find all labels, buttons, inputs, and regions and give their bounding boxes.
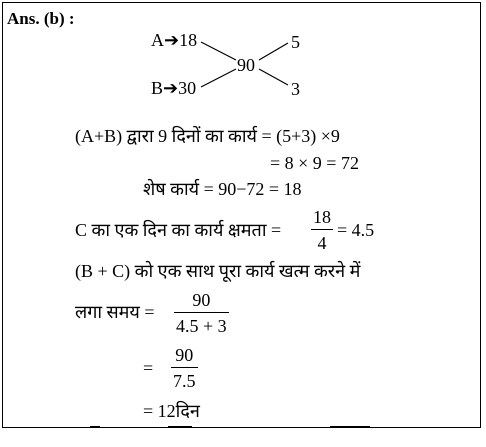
- connector-a-center: [201, 42, 236, 60]
- c-efficiency-fraction: [311, 208, 333, 252]
- diagram-right-top-value: 5: [291, 32, 300, 52]
- diagram-b-label: B➔30: [151, 78, 197, 98]
- connector-center-right-top: [259, 43, 288, 60]
- connector-b-center: [201, 69, 236, 87]
- time-taken-fraction: [174, 291, 229, 335]
- c-efficiency-result: = 4.5: [337, 220, 375, 240]
- cutoff-fragment: [330, 426, 370, 430]
- fraction-bar: [174, 312, 229, 313]
- answer-label: Ans. (b) :: [7, 9, 75, 28]
- diagram-center-value: 90: [237, 55, 255, 75]
- diagram-a-label: A➔18: [151, 30, 198, 50]
- cutoff-fragment: [90, 426, 100, 430]
- fraction-denominator: 4.5 + 3: [176, 316, 227, 336]
- diagram-right-bottom-value: 3: [291, 79, 300, 99]
- cutoff-fragment: [168, 426, 192, 430]
- fraction-denominator: 7.5: [173, 371, 196, 391]
- fraction-numerator: 90: [192, 290, 211, 310]
- b-plus-c-line: (B + C) को एक साथ पूरा कार्य खत्म करने में: [75, 261, 361, 281]
- fraction-denominator: 4: [317, 233, 327, 253]
- time-taken-label: लगा समय =: [75, 302, 155, 322]
- fraction-bar: [171, 367, 198, 368]
- fraction-bar: [311, 229, 333, 230]
- step-equals-sign: =: [143, 358, 154, 378]
- c-efficiency-label: C का एक दिन का कार्य क्षमता =: [75, 220, 282, 240]
- fraction-numerator: 90: [175, 345, 194, 365]
- work-done-result: = 8 × 9 = 72: [270, 153, 359, 173]
- step-fraction: [171, 346, 198, 390]
- connector-center-right-bottom: [259, 69, 288, 85]
- work-done-line: (A+B) द्वारा 9 दिनों का कार्य = (5+3) ×9: [75, 126, 340, 146]
- remaining-work-line: शेष कार्य = 90−72 = 18: [143, 179, 302, 199]
- final-answer: = 12दिन: [143, 401, 200, 421]
- fraction-numerator: 18: [313, 207, 331, 227]
